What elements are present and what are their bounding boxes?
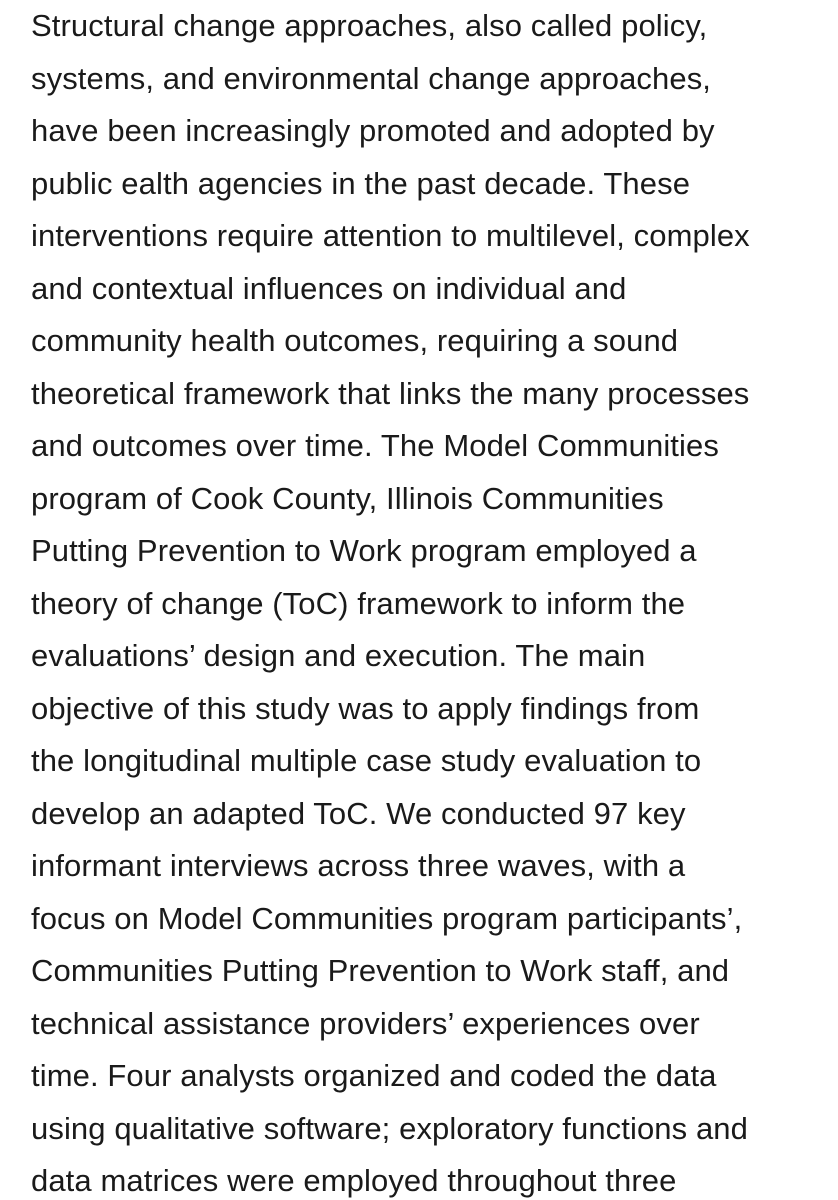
text-line: Structural change approaches, also called policy,: [31, 8, 708, 43]
text-line: and outcomes over time. The Model Communities: [31, 428, 719, 463]
text-line: theory of change (ToC) framework to inform the: [31, 585, 686, 621]
text-line: develop an adapted ToC. We conducted 97 key: [31, 795, 686, 831]
text-line: Communities Putting Prevention to Work staff, and: [31, 953, 730, 988]
abstract-text: [31, 0, 831, 1200]
text-line: theoretical framework that links the many processes: [31, 375, 750, 411]
text-line: objective of this study was to apply findings from: [31, 690, 700, 726]
text-line: have been increasingly promoted and adopted by: [31, 113, 715, 148]
text-line: technical assistance providers’ experiences over: [31, 1005, 700, 1041]
text-line: community health outcomes, requiring a sound: [31, 323, 679, 358]
text-line: focus on Model Communities program participants’,: [31, 900, 743, 936]
text-line: time. Four analysts organized and coded the data: [31, 1058, 717, 1093]
text-line: evaluations’ design and execution. The main: [31, 638, 646, 673]
text-line: program of Cook County, Illinois Communities: [31, 480, 664, 516]
text-line: systems, and environmental change approaches,: [31, 60, 712, 96]
text-line: using qualitative software; exploratory functions and: [31, 1110, 748, 1146]
text-line: the longitudinal multiple case study evaluation to: [31, 743, 702, 778]
text-line: and contextual influences on individual and: [31, 270, 627, 306]
text-line: data matrices were employed throughout three: [31, 1163, 677, 1198]
text-line: interventions require attention to multilevel, complex: [31, 218, 750, 253]
text-line: Putting Prevention to Work program employed a: [31, 533, 697, 568]
text-line: public ealth agencies in the past decade. These: [31, 165, 691, 201]
text-line: informant interviews across three waves, with a: [31, 848, 686, 883]
